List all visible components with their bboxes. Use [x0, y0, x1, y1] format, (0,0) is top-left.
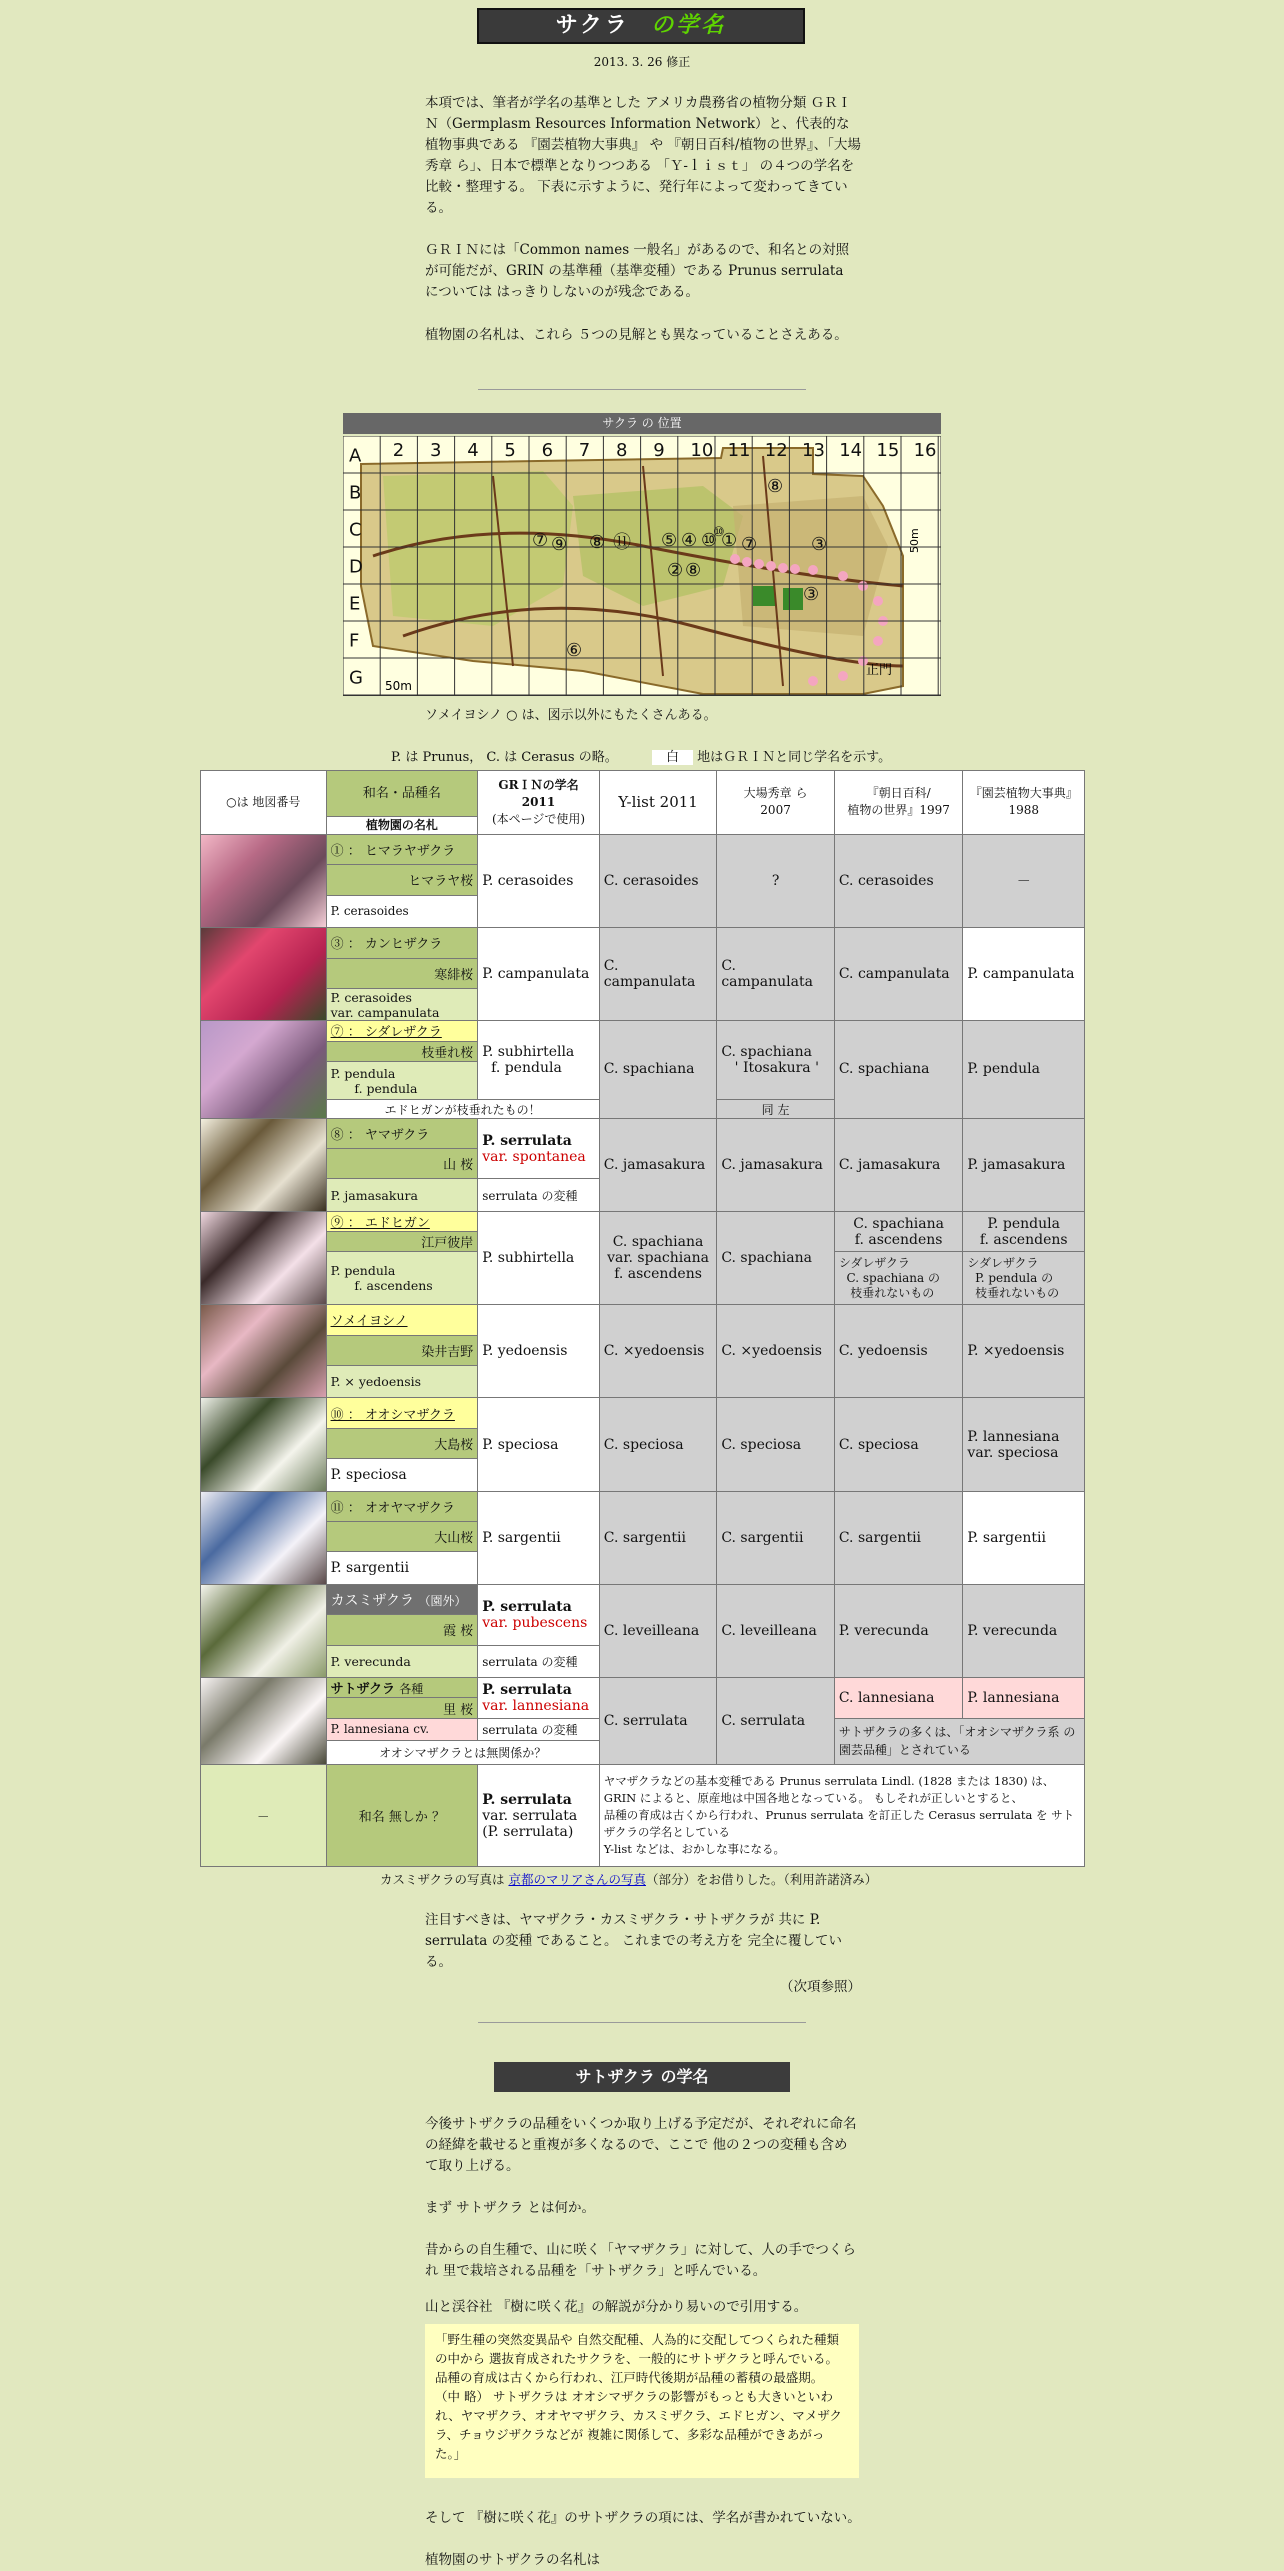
engei-name: P. pendula: [963, 1021, 1085, 1118]
page-title: サクラ の学名: [477, 8, 805, 44]
satozakura-note: サトザクラの多くは、「オオシマザクラ系 の園芸品種」とされている: [834, 1718, 1084, 1765]
asahi-name: C. spachiana f. ascendens: [834, 1211, 963, 1252]
svg-text:③: ③: [811, 534, 828, 555]
row-name: サトザクラ 各種: [326, 1678, 478, 1698]
ylist-name: C. jamasakura: [599, 1118, 717, 1211]
row-name: ③ ： カンヒザクラ: [326, 928, 478, 958]
row-name: ⑩ ： オオシマザクラ: [326, 1398, 478, 1428]
map-row-label: F: [349, 630, 360, 652]
ohba-name: C. spachiana ' Itosakura ': [717, 1021, 835, 1100]
asahi-name: C. jamasakura: [834, 1118, 963, 1211]
map-scale-horizontal: 50m: [385, 679, 412, 693]
engei-name: P. pendula f. ascendens: [963, 1211, 1085, 1252]
ylist-name: C. ×yedoensis: [599, 1305, 717, 1398]
svg-text:⑩: ⑩: [701, 530, 718, 551]
ylist-name: C. leveilleana: [599, 1584, 717, 1677]
map-col-label: 5: [504, 440, 516, 461]
grin-name: P. subhirtella: [478, 1211, 600, 1304]
row-tag: 霞 桜: [326, 1615, 478, 1645]
asahi-name: C. sargentii: [834, 1491, 963, 1584]
grin-name: P. campanulata: [478, 928, 600, 1021]
ylist-name: C. spachiana: [599, 1021, 717, 1118]
grin-name: P. serrulata var. spontanea: [478, 1118, 600, 1179]
asahi-name: C. spachiana: [834, 1021, 963, 1118]
ylist-name: C. campanulata: [599, 928, 717, 1021]
engei-name: P. lannesiana var. speciosa: [963, 1398, 1085, 1491]
asahi-name: P. verecunda: [834, 1584, 963, 1677]
row-label: P. cerasoides var. campanulata: [326, 988, 478, 1020]
engei-name: P. jamasakura: [963, 1118, 1085, 1211]
engei-name: P. lannesiana: [963, 1678, 1085, 1719]
ohba-name: C. speciosa: [717, 1398, 835, 1491]
svg-text:⑥: ⑥: [566, 640, 583, 661]
asahi-note: シダレザクラ C. spachiana の 枝垂れないもの: [834, 1252, 963, 1305]
row-tag: 大山桜: [326, 1522, 478, 1552]
svg-text:③: ③: [803, 584, 820, 605]
photo-oyamazakura: [201, 1491, 327, 1584]
grin-variant-note: serrulata の変種: [478, 1179, 600, 1211]
svg-text:⑩: ⑩: [713, 525, 725, 540]
svg-text:⑪: ⑪: [613, 532, 631, 553]
next-section-ref: （次項参照）: [780, 1979, 861, 1995]
photo-credit: カスミザクラの写真は 京都のマリアさんの写真（部分）をお借りした。（利用許諾済み）: [380, 1872, 878, 1887]
map-note: ソメイヨシノ ○ は、図示以外にもたくさんある。: [425, 708, 717, 723]
svg-text:⑤: ⑤: [661, 530, 678, 551]
row-tag: 枝垂れ桜: [326, 1041, 478, 1061]
asahi-name: C. campanulata: [834, 928, 963, 1021]
ohba-name: C. campanulata: [717, 928, 835, 1021]
svg-text:⑧: ⑧: [589, 532, 606, 553]
photo-edohigan: [201, 1211, 327, 1304]
map-col-label: 8: [616, 440, 628, 461]
ohba-name: C. leveilleana: [717, 1584, 835, 1677]
intro-para-1: 本項では、筆者が学名の基準とした アメリカ農務省の植物分類 ＧＲＩＮ（Germplasm Resources Information Network）と、代表的な植物事典である 『園芸植物大事典』 や 『朝日百科/植物の世界』、「大場秀章 ら」、日本で標準となりつつある 「Ｙ-ｌｉｓｔ」 の４つの学名を 比較・整理する。 下表に示すように、発行年によって変わってきている。: [425, 95, 861, 216]
revision-date: 2013. 3. 26 修正: [593, 55, 691, 69]
ylist-name: C. cerasoides: [599, 834, 717, 927]
engei-name: P. sargentii: [963, 1491, 1085, 1584]
book-quote: 「野生種の突然変異品や 自然交配種、人為的に交配してつくられた種類の中から 選抜育成されたサクラを、一般的にサトザクラと呼んでいる。 品種の育成は古くから行われ、江戸時代後期が品種の蓄積の最盛期。 （中 略） サトザクラは オオシマザクラの影響がもっとも大きいといわれ、ヤマザクラ、オオヤマザクラ、カスミザクラ、エドヒガン、マメザクラ、チョウジザクラなどが 複雑に関係して、多彩な品種ができあがった。」: [425, 2324, 859, 2478]
engei-name: P. ×yedoensis: [963, 1305, 1085, 1398]
intro-para-3: 植物園の名札は、これら ５つの見解とも異なっていることさえある。: [425, 327, 848, 343]
row-name: カスミザクラ （園外）: [326, 1584, 478, 1614]
ohba-name: C. ×yedoensis: [717, 1305, 835, 1398]
ylist-name: C. serrulata: [599, 1678, 717, 1765]
photo-shidarezakura: [201, 1021, 327, 1118]
grin-name: P. cerasoides: [478, 834, 600, 927]
header-label: 植物園の名札: [326, 816, 478, 834]
map-col-label: 7: [578, 440, 591, 461]
row-tag: 染井吉野: [326, 1335, 478, 1365]
abbreviation-note: P. は Prunus， C. は Cerasus の略。: [391, 750, 618, 765]
serrulata-note: ヤマザクラなどの基本変種である Prunus serrulata Lindl. (1828 または 1830) は、 GRIN によると、原産地は中国各地となっている。 もしそれが正しいとすると、 品種の育成は古くから行われ、Prunus serrulata を訂正した Cerasus serrulata を サトザクラの学名としている Y-list などは、おかしな事になる。: [599, 1765, 1084, 1867]
map-main-gate: 正門: [866, 663, 893, 678]
map-scale-vertical: 50m: [908, 528, 921, 553]
map-col-label: 15: [876, 440, 900, 461]
photo-himalaya: [201, 834, 327, 927]
svg-text:⑧: ⑧: [767, 476, 784, 497]
header-name: 和名・品種名: [326, 771, 478, 817]
sec2-para-2: まず サトザクラ とは何か。: [425, 2200, 596, 2216]
divider: [478, 2022, 806, 2023]
row-foot-note: エドヒガンが枝垂れたもの！: [326, 1100, 599, 1118]
grin-name: P. subhirtella f. pendula: [478, 1021, 600, 1100]
map-title: サクラ の 位置: [343, 413, 941, 434]
sakura-name-table: [200, 770, 1085, 1867]
svg-text:①: ①: [721, 530, 738, 551]
conclusion-para: 注目すべきは、ヤマザクラ・カスミザクラ・サトザクラが 共に P. serrulata の変種 であること。 これまでの考え方を 完全に覆している。: [425, 1912, 843, 1970]
sec2-para-4: 山と渓谷社 『樹に咲く花』の解説が分かり易いので引用する。: [425, 2299, 808, 2315]
header-ylist: Y-list 2011: [599, 771, 717, 835]
section-title-satozakura: サトザクラ の学名: [494, 2062, 790, 2092]
map-col-label: 14: [839, 440, 863, 461]
grin-name: P. yedoensis: [478, 1305, 600, 1398]
white-legend-note: 白 地はＧＲＩＮと同じ学名を示す。: [652, 746, 891, 765]
map-row-label: G: [349, 667, 363, 689]
row-label: P. jamasakura: [326, 1179, 478, 1211]
asahi-name: C. speciosa: [834, 1398, 963, 1491]
header-map-no: ○は 地図番号: [201, 771, 327, 835]
ylist-name: C. speciosa: [599, 1398, 717, 1491]
map-row-label: B: [349, 482, 362, 504]
map-col-label: 11: [727, 440, 751, 461]
row-label: P. verecunda: [326, 1645, 478, 1677]
header-asahi: 『朝日百科/ 植物の世界』1997: [834, 771, 963, 835]
map-col-label: 4: [467, 440, 479, 461]
engei-name: P. verecunda: [963, 1584, 1085, 1677]
row-tag: 大島桜: [326, 1428, 478, 1458]
photo-kasumizakura: [201, 1584, 327, 1677]
sakura-location-map[interactable]: [343, 436, 941, 696]
row-name: ⑧ ： ヤマザクラ: [326, 1118, 478, 1148]
photo-yamazakura: [201, 1118, 327, 1211]
ylist-name: C. spachiana var. spachiana f. ascendens: [599, 1211, 717, 1304]
svg-text:②: ②: [667, 560, 684, 581]
engei-name: P. campanulata: [963, 928, 1085, 1021]
svg-text:⑦: ⑦: [741, 534, 758, 555]
grin-variant-note: serrulata の変種: [478, 1718, 600, 1740]
ohba-name: ?: [717, 834, 835, 927]
map-row-label: A: [349, 445, 362, 467]
map-col-label: 9: [653, 440, 665, 461]
grin-name: P. serrulata var. lannesiana: [478, 1678, 600, 1719]
row-name: ① ： ヒマラヤザクラ: [326, 834, 478, 864]
map-col-label: 13: [802, 440, 825, 461]
row-label: P. sargentii: [326, 1552, 478, 1584]
grin-name: P. speciosa: [478, 1398, 600, 1491]
asahi-name: C. cerasoides: [834, 834, 963, 927]
map-col-label: 10: [690, 440, 714, 461]
svg-text:④: ④: [681, 530, 698, 551]
closing-para-2: 植物園のサトザクラの名札は: [425, 2552, 600, 2568]
map-col-label: 2: [392, 440, 405, 461]
row-name: 和名 無しか ？: [326, 1765, 478, 1867]
row-name: ⑪ ： オオヤマザクラ: [326, 1491, 478, 1521]
row-label: P. speciosa: [326, 1459, 478, 1491]
engei-note: シダレザクラ P. pendula の 枝垂れないもの: [963, 1252, 1085, 1305]
photo-someiyoshino: [201, 1305, 327, 1398]
row-label: P. pendula f. ascendens: [326, 1252, 478, 1305]
divider: [478, 389, 806, 390]
row-map-no: －: [201, 1765, 327, 1867]
svg-text:⑨: ⑨: [551, 534, 568, 555]
row-name: ⑦ ： シダレザクラ: [326, 1021, 478, 1041]
header-engei: 『園芸植物大事典』 1988: [963, 771, 1085, 835]
photo-oshimazakura: [201, 1398, 327, 1491]
ohba-name: C. serrulata: [717, 1678, 835, 1765]
ohba-name: C. spachiana: [717, 1211, 835, 1304]
map-row-label: D: [349, 556, 363, 578]
row-foot-note: オオシマザクラとは無関係か？: [326, 1740, 599, 1764]
photo-satozakura: [201, 1678, 327, 1765]
grin-name: P. serrulata var. serrulata (P. serrulata): [478, 1765, 600, 1867]
asahi-name: C. lannesiana: [834, 1678, 963, 1719]
row-tag: 江戸彼岸: [326, 1232, 478, 1252]
sec2-para-3: 昔からの自生種で、山に咲く「ヤマザクラ」に対して、人の手でつくられ 里で栽培される品種を「サトザクラ」と呼んでいる。: [425, 2242, 856, 2279]
svg-text:⑧: ⑧: [685, 560, 702, 581]
row-name: ⑨ ： エドヒガン: [326, 1211, 478, 1231]
row-tag: 寒緋桜: [326, 958, 478, 988]
grin-name: P. sargentii: [478, 1491, 600, 1584]
row-tag: 里 桜: [326, 1698, 478, 1718]
intro-para-2: ＧＲＩＮには「Common names 一般名」があるので、和名との対照が可能だが、GRIN の基準種（基準変種）である Prunus serrulata については はっきりしないのが残念である。: [425, 242, 850, 300]
credit-link[interactable]: 京都のマリアさんの写真: [508, 1872, 646, 1887]
row-label: P. × yedoensis: [326, 1365, 478, 1397]
photo-kanhizakura: [201, 928, 327, 1021]
row-label: P. pendula f. pendula: [326, 1061, 478, 1100]
header-grin: GRＩＮの学名2011 (本ページで使用): [478, 771, 600, 835]
map-col-label: 3: [430, 440, 442, 461]
sec2-para-1: 今後サトザクラの品種をいくつか取り上げる予定だが、それぞれに命名の経緯を載せると重複が多くなるので、ここで 他の２つの変種も含めて取り上げる。: [425, 2116, 857, 2174]
ohba-name: C. jamasakura: [717, 1118, 835, 1211]
map-col-label: 12: [764, 440, 788, 461]
ohba-same-left: 同 左: [717, 1100, 835, 1118]
row-tag: ヒマラヤ桜: [326, 865, 478, 895]
map-row-label: C: [349, 519, 362, 541]
svg-text:⑦: ⑦: [532, 530, 549, 551]
asahi-name: C. yedoensis: [834, 1305, 963, 1398]
ohba-name: C. sargentii: [717, 1491, 835, 1584]
map-col-label: 16: [913, 440, 937, 461]
row-tag: 山 桜: [326, 1149, 478, 1179]
grin-name: P. serrulata var. pubescens: [478, 1584, 600, 1645]
row-name: ソメイヨシノ: [326, 1305, 478, 1335]
map-row-label: E: [349, 593, 361, 615]
engei-name: －: [963, 834, 1085, 927]
row-label: P. lannesiana cv.: [326, 1718, 478, 1740]
map-col-label: 6: [541, 440, 554, 461]
ylist-name: C. sargentii: [599, 1491, 717, 1584]
header-ohba: 大場秀章 ら 2007: [717, 771, 835, 835]
closing-para-1: そして 『樹に咲く花』のサトザクラの項には、学名が書かれていない。: [425, 2510, 861, 2526]
grin-variant-note: serrulata の変種: [478, 1645, 600, 1677]
row-label: P. cerasoides: [326, 895, 478, 927]
